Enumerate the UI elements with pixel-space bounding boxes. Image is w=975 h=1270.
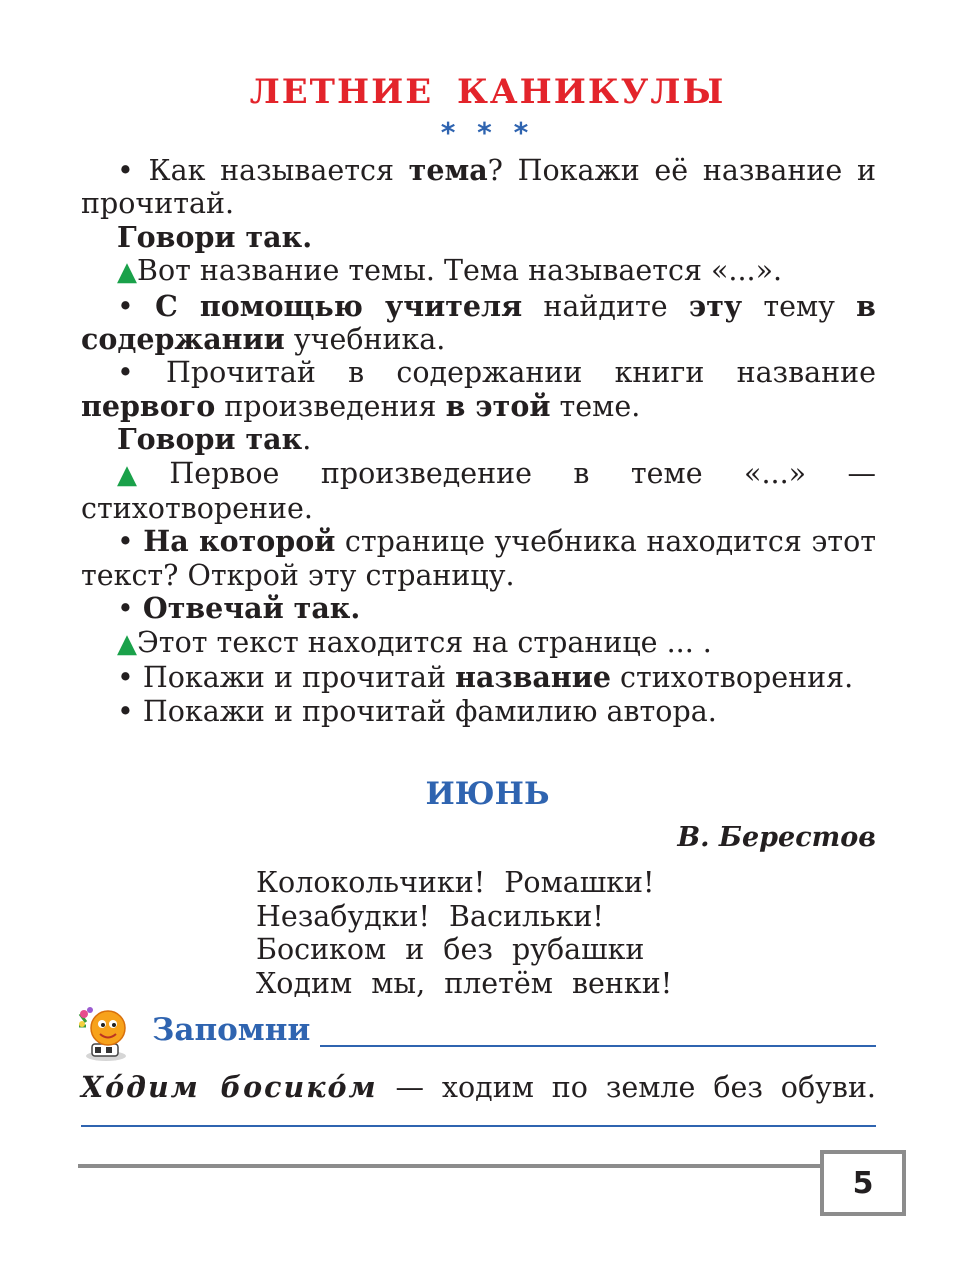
definition-underline <box>81 1125 876 1127</box>
poem-title: ИЮНЬ <box>425 776 550 812</box>
triangle-icon: ▲ <box>117 459 170 490</box>
instruction-6: • Покажи и прочитай фамилию автора. <box>117 694 717 728</box>
remember-underline <box>320 1045 876 1047</box>
bullet-icon: • <box>117 661 134 695</box>
page-number: 5 <box>820 1150 906 1216</box>
poem-line: Босиком и без рубашки <box>256 933 645 967</box>
bullet-icon: • <box>117 694 134 728</box>
bullet-icon: • <box>117 356 134 390</box>
bullet-icon: • <box>117 525 134 559</box>
answer-so: • Отвечай так. <box>117 591 361 626</box>
footer-rule <box>78 1164 820 1168</box>
remember-label: Запомни <box>152 1012 311 1048</box>
definition-text: — ходим по земле без обуви. <box>377 1071 876 1104</box>
triangle-icon: ▲ <box>117 257 137 288</box>
answer-1: ▲Вот название темы. Тема называется «...». <box>117 254 783 288</box>
answer-2: ▲Первое произведение в теме «...» — стихотворение. <box>81 456 877 526</box>
answer-3: ▲Этот текст находится на странице ... . <box>117 625 712 659</box>
instruction-3: • Прочитай в содержании книги название первого произведения в этой теме. <box>81 356 876 423</box>
definition <box>81 1070 876 1104</box>
triangle-icon: ▲ <box>117 628 137 659</box>
definition-term: Хóдим босикóм <box>81 1070 378 1104</box>
page-title: ЛЕТНИЕ КАНИКУЛЫ <box>249 72 726 112</box>
instruction-2: • С помощью учителя найдите эту тему в содержании учебника. <box>81 288 876 357</box>
bullet-icon: • <box>117 289 134 323</box>
poem-text <box>256 866 672 1000</box>
poem-line: Незабудки! Васильки! <box>256 899 604 933</box>
bullet-icon: • <box>117 154 134 187</box>
instruction-1: • Как называется тема? Покажи её название и прочитай. <box>81 153 876 221</box>
instruction-5: • Покажи и прочитай название стихотворения. <box>117 660 854 695</box>
instructions <box>81 154 876 728</box>
bullet-icon: • <box>117 592 134 626</box>
poem-line: Ходим мы, плетём венки! <box>256 966 673 1000</box>
poem-author: В. Берестов <box>677 822 876 853</box>
say-so-1: Говори так. <box>117 219 313 254</box>
kolobok-mascot-icon <box>78 1004 134 1062</box>
poem-line: Колокольчики! Ромашки! <box>256 866 655 899</box>
instruction-4: • На которой странице учебника находится этот текст? Открой эту страницу. <box>81 524 876 592</box>
stars-divider: * * * <box>440 116 535 149</box>
say-so-2: Говори так. <box>117 422 312 457</box>
